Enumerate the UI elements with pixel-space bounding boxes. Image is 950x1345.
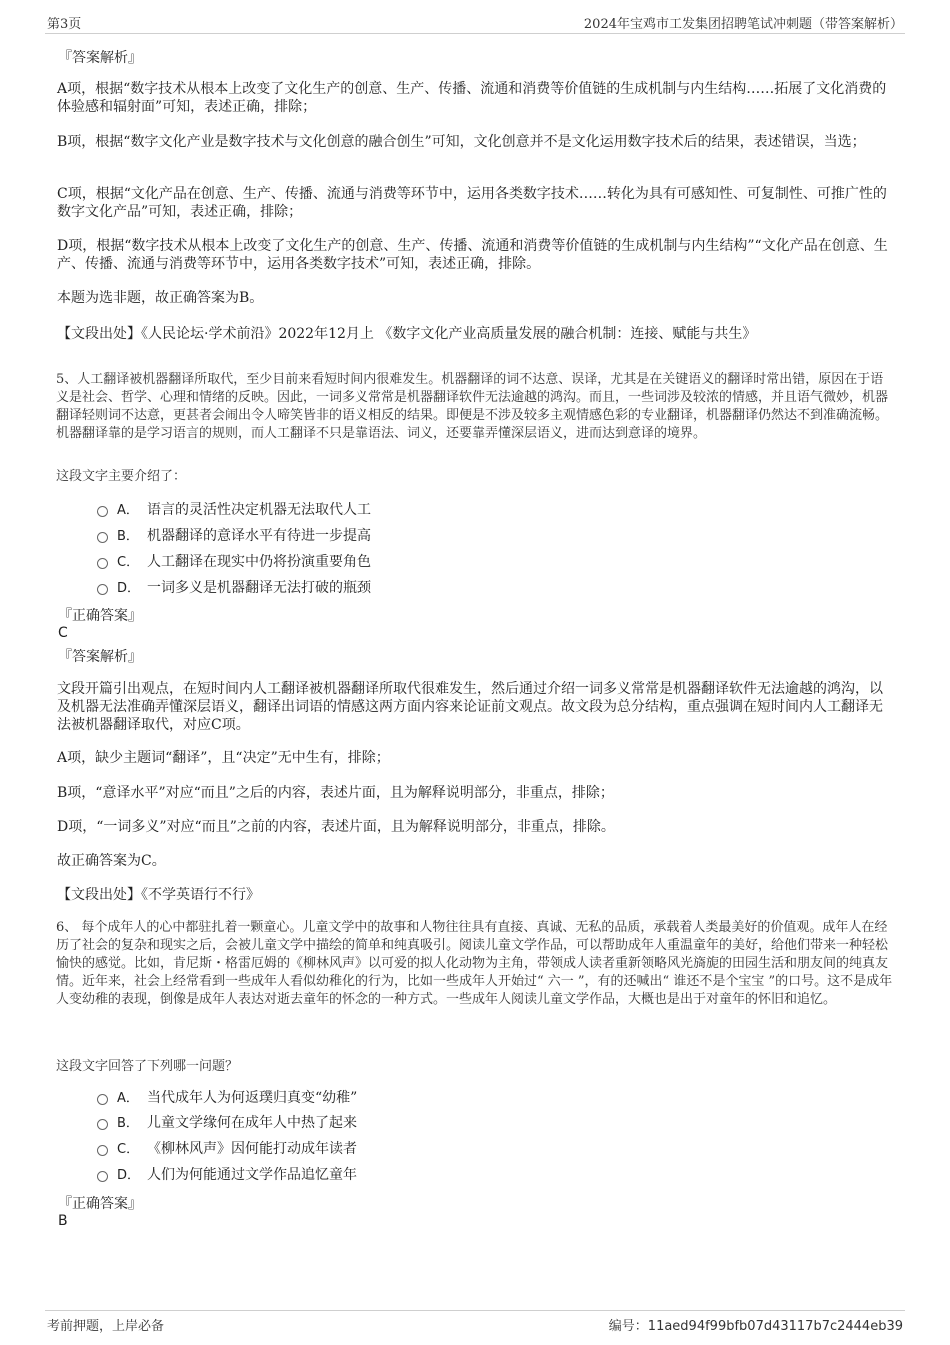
radio-icon[interactable] bbox=[97, 558, 108, 569]
radio-icon[interactable] bbox=[97, 1171, 108, 1182]
q6-ask: 这段文字回答了下列哪一问题？ bbox=[56, 1059, 239, 1074]
q6-option-a[interactable] bbox=[97, 1088, 357, 1108]
q5-conclusion: 故正确答案为C。 bbox=[57, 853, 166, 869]
q4-analysis-c: C项，根据“文化产品在创意、生产、传播、流通与消费等环节中，运用各类数字技术……转化为具有可感知性、可复制性、可推广性的数字文化产品”可知，表述正确，排除； bbox=[57, 186, 887, 220]
q4-analysis-b: B项，根据“数字文化产业是数字技术与文化创意的融合创生”可知，文化创意并不是文化运用数字技术后的结果，表述错误，当选； bbox=[57, 134, 866, 150]
option-letter: C． bbox=[117, 1142, 140, 1157]
option-letter: C． bbox=[117, 555, 140, 570]
radio-icon[interactable] bbox=[97, 584, 108, 595]
q5-source: 【文段出处】《不学英语行不行》 bbox=[57, 887, 260, 903]
footer-code-label: 编号： bbox=[608, 1319, 648, 1334]
q6-option-c[interactable] bbox=[97, 1139, 357, 1159]
q5-option-b[interactable] bbox=[97, 526, 371, 546]
option-text: 《柳林风声》因何能打动成年读者 bbox=[147, 1141, 357, 1157]
page-number: 第3页 bbox=[47, 17, 82, 32]
q4-analysis-a: A项，根据“数字技术从根本上改变了文化生产的创意、生产、传播、流通和消费等价值链的生成机制与内生结构……拓展了文化消费的体验感和辐射面”可知，表述正确，排除； bbox=[57, 81, 887, 115]
option-letter: B． bbox=[117, 1116, 139, 1131]
page-footer bbox=[45, 1310, 905, 1335]
q5-analysis-label: 『答案解析』 bbox=[58, 649, 142, 665]
q5-analysis-b: B项，“意译水平”对应“而且”之后的内容，表述片面，且为解释说明部分，非重点，排除； bbox=[57, 785, 614, 801]
q4-analysis-d: D项，根据“数字技术从根本上改变了文化生产的创意、生产、传播、流通和消费等价值链的生成机制与内生结构”“文化产品在创意、生产、传播、流通与消费等环节中，运用各类数字技术”可知，表述正确，排除。 bbox=[57, 238, 888, 272]
q6-answer: B bbox=[58, 1213, 68, 1229]
radio-icon[interactable] bbox=[97, 1119, 108, 1130]
q5-option-d[interactable] bbox=[97, 578, 371, 598]
option-text: 人们为何能通过文学作品追忆童年 bbox=[147, 1167, 357, 1183]
radio-icon[interactable] bbox=[97, 532, 108, 543]
q5-answer: C bbox=[58, 625, 68, 641]
q6-option-b[interactable] bbox=[97, 1113, 357, 1133]
option-letter: D． bbox=[117, 581, 141, 596]
radio-icon[interactable] bbox=[97, 1145, 108, 1156]
q4-analysis-label: 『答案解析』 bbox=[58, 50, 142, 66]
option-text: 一词多义是机器翻译无法打破的瓶颈 bbox=[147, 580, 371, 596]
footer-code-block bbox=[609, 1315, 903, 1334]
q5-ask: 这段文字主要介绍了： bbox=[56, 469, 187, 484]
q5-analysis: 文段开篇引出观点，在短时间内人工翻译被机器翻译所取代很难发生，然后通过介绍一词多义常常是机器翻译软件无法逾越的鸿沟，以及机器无法准确弄懂深层语义，翻译出词语的情感这两方面内容来论证前文观点。故文段为总分结构，重点强调在短时间内人工翻译无法被机器翻译取代，对应C项。 bbox=[57, 681, 883, 733]
option-text: 语言的灵活性决定机器无法取代人工 bbox=[147, 502, 371, 518]
radio-icon[interactable] bbox=[97, 506, 108, 517]
radio-icon[interactable] bbox=[97, 1094, 108, 1105]
document-title: 2024年宝鸡市工发集团招聘笔试冲刺题（带答案解析） bbox=[583, 17, 903, 32]
q4-source: 【文段出处】《人民论坛·学术前沿》2022年12月上 《数字文化产业高质量发展的融合机制：连接、赋能与共生》 bbox=[57, 326, 757, 342]
option-letter: D． bbox=[117, 1168, 141, 1183]
q5-analysis-a: A项，缺少主题词“翻译”，且“决定”无中生有，排除； bbox=[57, 750, 390, 766]
q4-conclusion: 本题为选非题，故正确答案为B。 bbox=[57, 290, 264, 306]
option-text: 儿童文学缘何在成年人中热了起来 bbox=[147, 1115, 357, 1131]
option-text: 人工翻译在现实中仍将扮演重要角色 bbox=[147, 554, 371, 570]
q5-analysis-d: D项，“一词多义”对应“而且”之前的内容，表述片面，且为解释说明部分，非重点，排除。 bbox=[57, 819, 615, 835]
q6-stem: 6、 每个成年人的心中都驻扎着一颗童心。儿童文学中的故事和人物往往具有直接、真诚、无私的品质，承载着人类最美好的价值观。成年人在经历了社会的复杂和现实之后，会被儿童文学中描绘的简单和纯真吸引。阅读儿童文学作品，可以帮助成年人重温童年的美好，给他们带来一种轻松愉快的感觉。比如，肯尼斯・格雷厄姆的《柳林风声》以可爱的拟人化动物为主角，带领成人读者重新领略风光旖旎的田园生活和朋友间的纯真友情。近年来，社会上经常看到一些成年人看似幼稚化的行为，比如一些成年人开始过“ 六一 ”，有的还喊出“ 谁还不是个宝宝 ”的口号。这不是成年人变幼稚的表现，倒像是成年人表达对逝去童年的怀念的一种方式。一些成年人阅读儿童文学作品，大概也是出于对童年的怀旧和追忆。 bbox=[56, 920, 893, 1007]
q5-answer-label: 『正确答案』 bbox=[58, 608, 142, 624]
page-header bbox=[45, 11, 905, 34]
option-text: 当代成年人为何返璞归真变“幼稚” bbox=[147, 1090, 358, 1106]
q5-option-a[interactable] bbox=[97, 500, 371, 520]
q6-answer-label: 『正确答案』 bbox=[58, 1196, 142, 1212]
option-letter: A． bbox=[117, 1091, 139, 1106]
q5-option-c[interactable] bbox=[97, 552, 371, 572]
footer-code: 11aed94f99bfb07d43117b7c2444eb39 bbox=[647, 1319, 903, 1334]
option-letter: B． bbox=[117, 529, 139, 544]
q5-stem: 5、人工翻译被机器翻译所取代，至少目前来看短时间内很难发生。机器翻译的词不达意、误译，尤其是在关键语义的翻译时常出错，原因在于语义是社会、哲学、心理和情绪的反映。因此，一词多义常常是机器翻译软件无法逾越的鸿沟。而且，一些词涉及较浓的情感，并且语气微妙，机器翻译轻则词不达意，更甚者会闹出令人啼笑皆非的语义相反的结果。即便是不涉及较多主观情感色彩的专业翻译，机器翻译仍然达不到准确流畅。机器翻译靠的是学习语言的规则，而人工翻译不只是靠语法、词义，还要靠弄懂深层语义，进而达到意译的境界。 bbox=[56, 372, 889, 441]
q6-option-d[interactable] bbox=[97, 1165, 357, 1185]
option-letter: A． bbox=[117, 503, 139, 518]
option-text: 机器翻译的意译水平有待进一步提高 bbox=[147, 528, 371, 544]
footer-slogan: 考前押题，上岸必备 bbox=[47, 1319, 165, 1334]
